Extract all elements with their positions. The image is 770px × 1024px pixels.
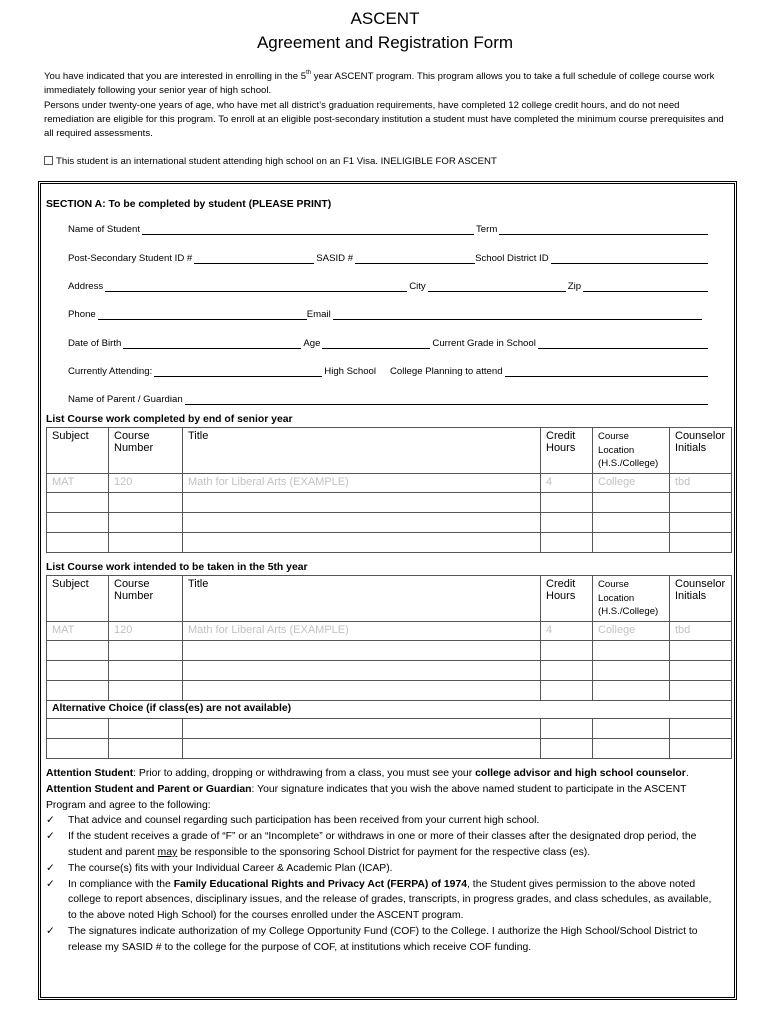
age-field[interactable] <box>322 338 430 349</box>
attention-section <box>46 766 716 956</box>
agreement-item <box>46 829 716 861</box>
email-label: Email <box>306 309 331 320</box>
col-course-number: Course Number <box>109 576 183 622</box>
high-school-label: High School <box>324 366 376 377</box>
agreement-item-2-b: be responsible to the sponsoring School District for payment for the respective class (es). <box>177 846 591 858</box>
agreement-item-2 <box>68 829 716 861</box>
intro-p1-sup: th <box>306 70 312 76</box>
row-dob-age-grade <box>68 335 710 349</box>
phone-field[interactable] <box>98 309 307 320</box>
row-phone-email <box>68 306 710 320</box>
attention-student-end: . <box>685 768 689 779</box>
row-parent <box>68 391 710 405</box>
col-counselor-initials: Counselor Initials <box>670 576 732 622</box>
col-title: Title <box>183 428 541 474</box>
agreement-item-2-a: If the student receives a grade of “F” or an “Incomplete” or withdraws in one or more of their classes after the designated drop period, the student and parent <box>68 831 697 858</box>
grade-field[interactable] <box>538 338 708 349</box>
row-address <box>68 278 710 292</box>
city-field[interactable] <box>428 281 566 292</box>
page-title: ASCENT <box>350 9 420 28</box>
col-credit-hours: Credit Hours <box>541 428 593 474</box>
address-label: Address <box>68 281 104 292</box>
example-subject: MAT <box>47 473 109 492</box>
table-row[interactable] <box>47 738 732 758</box>
example-location: College <box>593 473 670 492</box>
agreement-item-4-a: In compliance with the <box>68 878 174 890</box>
grade-label: Current Grade in School <box>432 338 536 349</box>
example-row <box>47 621 732 640</box>
intro-text <box>44 70 724 141</box>
name-of-student-label: Name of Student <box>68 224 140 235</box>
completed-table <box>46 427 732 553</box>
example-number: 120 <box>109 621 183 640</box>
sasid-label: SASID # <box>316 253 354 264</box>
table-row[interactable] <box>47 492 732 512</box>
attention-student-label: Attention Student <box>46 768 134 779</box>
college-planning-field[interactable] <box>505 366 708 377</box>
age-label: Age <box>303 338 321 349</box>
table-row[interactable] <box>47 680 732 700</box>
currently-attending-label: Currently Attending: <box>68 366 153 377</box>
agreement-item <box>46 877 716 924</box>
table-row[interactable] <box>47 660 732 680</box>
address-field[interactable] <box>105 281 407 292</box>
checkmark-icon: ✓ <box>46 831 55 843</box>
attention-student <box>46 766 716 782</box>
table-row[interactable] <box>47 512 732 532</box>
intro-p2: Persons under twenty-one years of age, who have met all district’s graduation requirements, have completed 12 college credit hours, and do not need remediation are eligible for this program. To enroll at an eligible post-secondary institution a student must have completed the minimum course prerequisites and all required assessments. <box>44 99 724 140</box>
row-name-term <box>68 221 710 235</box>
col-course-location: Course Location (H.S./College) <box>593 428 670 474</box>
f1-visa-option[interactable] <box>44 156 497 167</box>
alternative-choice-label: Alternative Choice (if class(es) are not available) <box>47 700 732 718</box>
example-number: 120 <box>109 473 183 492</box>
f1-label: This student is an international student attending high school on an F1 Visa. INELIGIBLE FOR ASCENT <box>56 156 497 167</box>
col-title: Title <box>183 576 541 622</box>
parent-field[interactable] <box>185 394 708 405</box>
example-credit: 4 <box>541 621 593 640</box>
attention-student-bold: college advisor and high school counselor <box>475 768 686 779</box>
row-ids <box>68 250 710 264</box>
school-district-id-field[interactable] <box>551 253 708 264</box>
agreement-item-3: The course(s) fits with your Individual Career & Academic Plan (ICAP). <box>68 862 393 874</box>
zip-field[interactable] <box>583 281 708 292</box>
example-credit: 4 <box>541 473 593 492</box>
example-title: Math for Liberal Arts (EXAMPLE) <box>183 621 541 640</box>
example-initials: tbd <box>670 473 732 492</box>
agreement-item <box>46 813 716 829</box>
attention-parent <box>46 782 716 814</box>
table-row[interactable] <box>47 718 732 738</box>
table-header-row <box>47 576 732 622</box>
agreement-item-4 <box>68 877 716 924</box>
section-a-heading: SECTION A: To be completed by student (PLEASE PRINT) <box>46 199 332 210</box>
f1-checkbox[interactable] <box>44 156 53 165</box>
agreement-item-4-bold: Family Educational Rights and Privacy Act (FERPA) of 1974 <box>173 878 468 890</box>
col-course-number: Course Number <box>109 428 183 474</box>
agreement-item <box>46 861 716 877</box>
name-of-student-field[interactable] <box>142 224 474 235</box>
zip-label: Zip <box>567 281 582 292</box>
page-subtitle: Agreement and Registration Form <box>256 33 514 52</box>
parent-label: Name of Parent / Guardian <box>68 394 183 405</box>
completed-heading: List Course work completed by end of senior year <box>46 414 293 425</box>
col-subject: Subject <box>47 428 109 474</box>
sasid-field[interactable] <box>355 253 475 264</box>
high-school-field[interactable] <box>154 366 322 377</box>
row-attending <box>68 363 710 377</box>
post-secondary-id-field[interactable] <box>194 253 314 264</box>
intro-p1-before: You have indicated that you are interested in enrolling in the 5 <box>44 71 307 82</box>
col-credit-hours: Credit Hours <box>541 576 593 622</box>
example-subject: MAT <box>47 621 109 640</box>
intended-table <box>46 575 732 759</box>
agreement-item-2-may: may <box>157 846 178 858</box>
example-row <box>47 473 732 492</box>
example-location: College <box>593 621 670 640</box>
attention-parent-text: : Your signature indicates that you wish the above named student to participate in the ASCENT Program and agree to the following: <box>46 783 687 811</box>
checkmark-icon: ✓ <box>46 925 55 937</box>
example-title: Math for Liberal Arts (EXAMPLE) <box>183 473 541 492</box>
agreement-item-5: The signatures indicate authorization of my College Opportunity Fund (COF) to the College. I authorize the High School/School District to release my SASID # to the college for the purpose of COF, at institutions which receive COF funding. <box>68 925 698 953</box>
alternative-choice-row <box>47 700 732 718</box>
phone-label: Phone <box>68 309 96 320</box>
agreement-item <box>46 924 716 956</box>
checkmark-icon: ✓ <box>46 862 55 874</box>
agreement-item-4-b: , the Student gives permission to the above noted college to report absences, disciplinary issues, and the release of grades, transcripts, in progress grades, and class schedules, as available, to the above noted High School) for the courses enrolled under the ASCENT program. <box>68 878 712 922</box>
example-initials: tbd <box>670 621 732 640</box>
table-row[interactable] <box>47 532 732 552</box>
college-planning-label: College Planning to attend <box>390 366 503 377</box>
email-field[interactable] <box>333 309 702 320</box>
table-row[interactable] <box>47 640 732 660</box>
dob-field[interactable] <box>123 338 301 349</box>
agreement-item-1: That advice and counsel regarding such participation has been received from your current high school. <box>68 815 540 827</box>
post-secondary-id-label: Post-Secondary Student ID # <box>68 253 193 264</box>
col-counselor-initials: Counselor Initials <box>670 428 732 474</box>
table-header-row <box>47 428 732 474</box>
intended-heading: List Course work intended to be taken in the 5th year <box>46 562 308 573</box>
intro-p1-after: year ASCENT program. This program allows you to take a full schedule of college course work immediately following your senior year of high school. <box>44 71 715 97</box>
term-label: Term <box>476 224 498 235</box>
city-label: City <box>409 281 426 292</box>
checkmark-icon: ✓ <box>46 815 55 827</box>
term-field[interactable] <box>499 224 708 235</box>
dob-label: Date of Birth <box>68 338 122 349</box>
attention-student-text: : Prior to adding, dropping or withdrawing from a class, you must see your <box>133 768 476 779</box>
col-subject: Subject <box>47 576 109 622</box>
school-district-id-label: School District ID <box>475 253 549 264</box>
attention-parent-label: Attention Student and Parent or Guardian <box>46 783 252 795</box>
checkmark-icon: ✓ <box>46 878 55 890</box>
col-course-location: Course Location (H.S./College) <box>593 576 670 622</box>
